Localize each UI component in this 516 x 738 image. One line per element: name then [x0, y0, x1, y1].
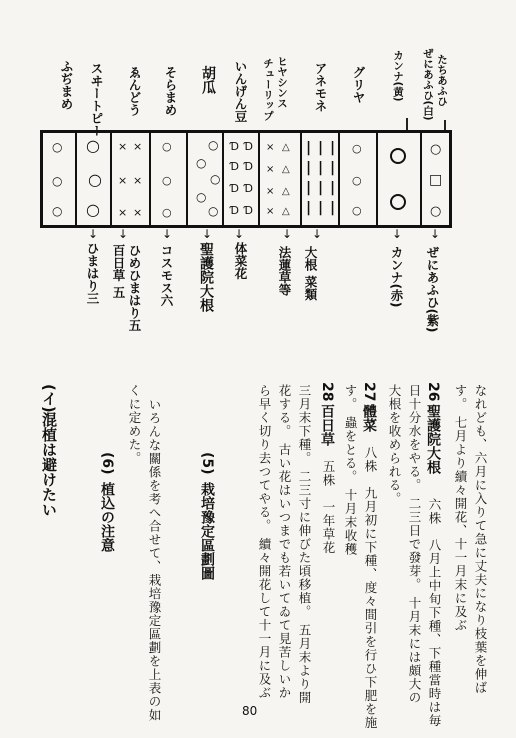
plant-mark-bean: Ɗ — [244, 182, 254, 195]
plant-mark-circle: ○ — [86, 200, 100, 219]
entry-26-text: 六株 八月上中旬下種、下種當時は毎 — [427, 498, 442, 728]
label-soramame: そらまめ — [163, 66, 178, 116]
seed-row-mark: | | | — [306, 180, 337, 196]
label-hyakunichisou: 百日草 五 — [111, 244, 126, 299]
subsection-i-title: 混植は避けたい — [40, 412, 58, 517]
plant-mark-canna — [390, 148, 406, 164]
plant-mark-cross: × — [266, 206, 275, 217]
entry-27-title: 體菜 — [361, 404, 377, 432]
plant-mark-triangle: △ — [282, 206, 290, 217]
text-column: ら早く切り去つてやる。 續々開花して十一月に及ぶ — [257, 384, 272, 700]
text-column: なれども、六月に入りて急に丈夫になり枝葉を伸ば — [473, 384, 488, 695]
plant-mark-sprout: ○ — [196, 190, 207, 204]
text-column: 花する。 古い花はいつまでも若いてゐて見苦しいか — [277, 384, 292, 700]
plant-mark-cross: × — [133, 206, 143, 219]
subsection-i-number: (イ) — [40, 384, 58, 413]
down-arrow-icon: ↓ — [234, 227, 245, 241]
column-divider — [338, 130, 340, 228]
label-hyacinth: ヒヤシンス — [276, 56, 288, 109]
plant-mark-cross: × — [133, 140, 143, 153]
down-arrow-icon: ↓ — [430, 227, 441, 241]
label-guriya: グリヤ — [351, 66, 366, 104]
text-column: 日十分水をやる。 二三日で發芽。 十月末には頗大の — [407, 384, 422, 705]
plant-mark-circle: ○ — [352, 142, 362, 155]
label-zeniaoi-purple: ぜにあふひ(紫) — [425, 246, 440, 333]
plant-mark-circle: ○ — [86, 136, 100, 155]
entry-26-number: 26 — [425, 382, 441, 402]
seed-row-mark: | | | — [306, 200, 337, 216]
plant-mark-circle: ○ — [352, 204, 362, 217]
label-fujimame: ふぢまめ — [59, 60, 74, 110]
plant-mark-circle: ○ — [430, 204, 442, 219]
column-divider — [186, 130, 188, 228]
section-5-number: (5) — [199, 452, 215, 475]
plant-mark-bean: Ɗ — [244, 160, 254, 173]
seed-row-mark: | | | — [306, 160, 337, 176]
label-himehimawari: ひめひまはり五 — [127, 244, 142, 332]
entry-28-title: 百日草 — [319, 404, 335, 446]
label-kyuuri: 胡瓜 — [200, 66, 216, 94]
text-column: す。 七月より續々開花、十一月末に及ぶ — [453, 384, 468, 632]
plant-mark-triangle: △ — [282, 164, 290, 175]
entry-27-number: 27 — [361, 382, 377, 402]
plant-mark-cross: × — [118, 174, 128, 187]
plant-mark-triangle: △ — [282, 142, 290, 153]
column-divider — [222, 130, 224, 228]
section-6-number: (6) — [99, 452, 115, 475]
plant-mark-circle: ○ — [162, 174, 172, 187]
label-canna-red: カンナ(赤) — [389, 246, 404, 308]
label-ingen: いんげん豆 — [233, 60, 248, 123]
page-number: 80 — [242, 704, 258, 718]
text-column: くに定めた。 — [127, 384, 142, 465]
text-column: 大根を收められる。 — [387, 384, 402, 506]
seed-row-mark: | | | — [306, 140, 337, 156]
label-zeniaoi-white: ぜにあふひ(白) — [422, 48, 434, 121]
label-tulip: チューリップ — [262, 58, 274, 121]
text-column: す。 蟲をとる。 十月末收穫 — [343, 384, 358, 556]
entry-26-title: 聖護院大根 — [425, 404, 441, 474]
plant-mark-sprout: ○ — [208, 204, 219, 218]
plant-mark-circle: ○ — [88, 170, 102, 189]
plant-mark-bean: Ɗ — [230, 182, 240, 195]
plant-mark-sprout: ○ — [196, 156, 207, 170]
text-column: いろんな關係を考へ合せて、栽培豫定區劃を上表の如 — [147, 398, 162, 722]
down-arrow-icon: ↓ — [392, 227, 403, 241]
plant-mark-circle: ○ — [52, 204, 63, 218]
plant-mark-bean: Ɗ — [230, 204, 240, 217]
entry-28-text: 五株 一年草花 — [321, 460, 336, 555]
label-sweetpea: スヰートピー — [89, 62, 104, 137]
plant-mark-circle: ○ — [162, 140, 172, 153]
column-divider — [258, 130, 260, 228]
column-divider — [420, 130, 422, 228]
plant-mark-cross: × — [266, 142, 275, 153]
plant-mark-sprout: ○ — [208, 138, 219, 152]
plant-mark-circle: ○ — [52, 140, 63, 154]
pointer-line — [406, 118, 408, 130]
plant-mark-circle: ○ — [52, 174, 63, 188]
label-canna-yellow: カンナ(黄) — [392, 50, 404, 102]
down-arrow-icon: ↓ — [202, 227, 213, 241]
down-arrow-icon: ↓ — [282, 227, 293, 241]
plant-mark-bean: Ɗ — [244, 204, 254, 217]
plant-mark-cross: × — [266, 164, 275, 175]
down-arrow-icon: ↓ — [88, 227, 99, 241]
label-tachiaoi: たちあふひ — [436, 54, 448, 107]
label-daikon-nasai: 大根 菜類 — [303, 246, 318, 301]
section-6-title: 植込の注意 — [99, 482, 115, 552]
plant-mark-cross: × — [133, 174, 143, 187]
label-cosmos: コスモス六 — [159, 244, 174, 307]
text-column: 三月末下種。 二三寸に伸びた頃移植。 五月末より開 — [297, 384, 312, 705]
plant-mark-bean: Ɗ — [244, 140, 254, 153]
plant-mark-bean: Ɗ — [230, 160, 240, 173]
entry-27-text: 八株 九月初に下種、度々間引を行ひ下肥を施 — [363, 446, 378, 730]
plant-mark-circle: ○ — [430, 142, 442, 157]
plant-mark-bean: Ɗ — [230, 140, 240, 153]
plant-mark-triangle: △ — [282, 186, 290, 197]
plant-mark-circle: ○ — [352, 174, 362, 187]
label-hourensou: 法蓮草等 — [277, 246, 292, 296]
label-shougoin-daikon: 聖護院大根 — [198, 242, 214, 312]
section-5-title: 栽培豫定區劃圖 — [199, 482, 215, 580]
plant-mark-sprout: ○ — [210, 172, 221, 186]
plant-mark-cross: × — [118, 140, 131, 153]
plant-mark-cross: × — [118, 206, 128, 219]
down-arrow-icon: ↓ — [118, 227, 129, 241]
entry-28-number: 28 — [319, 382, 335, 402]
label-endou: ゑんどう — [127, 66, 142, 116]
column-divider — [376, 130, 378, 228]
plant-mark-canna — [390, 194, 406, 210]
label-himawari: ひまはり三 — [85, 242, 100, 305]
plant-mark-cross: × — [266, 186, 275, 197]
down-arrow-icon: ↓ — [162, 227, 173, 241]
plant-mark-circle: ○ — [162, 206, 172, 219]
down-arrow-icon: ↓ — [312, 227, 323, 241]
column-divider — [149, 130, 151, 228]
column-divider — [75, 130, 77, 228]
column-divider — [110, 130, 112, 228]
plant-mark-square: □ — [429, 172, 443, 188]
label-anemone: アネモネ — [313, 62, 328, 112]
label-taisai: 体菜花 — [233, 242, 248, 280]
column-divider — [300, 130, 302, 228]
